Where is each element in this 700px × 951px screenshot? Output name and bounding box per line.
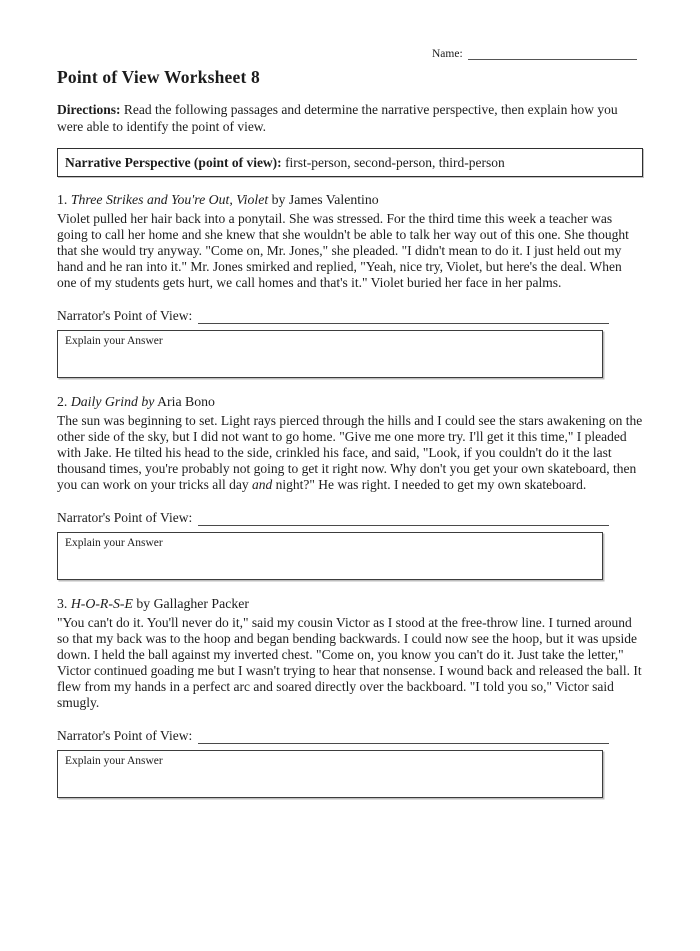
- passage-number: 2.: [57, 394, 68, 409]
- explain-answer-label: Explain your Answer: [65, 335, 163, 347]
- passage-text-segment: "You can't do it. You'll never do it," said my cousin Victor as I stood at the free-throw line. I turned around so that my back was to the hoop and began bending backwards. I could now see the hoop, but it was upside down. I held the ball against my inverted chest. "Come on, you know you can't do it. Just take the letter," Victor continued goading me but I wasn't trying to hear that nonsense. I wound back and released the ball. It flew from my hands in a perfect arc and soared directly over the backboard. "I told you so," Victor said smugly.: [57, 615, 642, 710]
- passage-text-segment: night?" He was right. I needed to get my own skateboard.: [272, 477, 587, 492]
- directions: [57, 101, 643, 135]
- pov-key-options: first-person, second-person, third-person: [285, 155, 505, 170]
- explain-answer-label: Explain your Answer: [65, 537, 163, 549]
- passage-author: by James Valentino: [271, 192, 379, 207]
- explain-answer-box-3[interactable]: [57, 750, 603, 798]
- narrator-pov-label: Narrator's Point of View:: [57, 728, 193, 743]
- passage-heading-1: [57, 191, 643, 208]
- passage-title: H-O-R-S-E: [70, 596, 133, 611]
- name-label: Name:: [432, 48, 463, 60]
- narrator-pov-blank-2[interactable]: [198, 511, 609, 526]
- passage-text-2: [57, 413, 643, 493]
- name-blank-line[interactable]: [468, 47, 637, 60]
- explain-answer-box-2[interactable]: [57, 532, 603, 580]
- directions-label: Directions:: [57, 102, 121, 117]
- passage-text-segment: The sun was beginning to set. Light rays pierced through the hills and I could see the stars awakening on the other side of the sky, but I did not want to go home. "Give me one more try. I'll get it this time," I pleaded with Jake. He tilted his head to the side, crinkled his face, and said, "Look, if you couldn't do it the last thousand times, you're probably not going to get it right now. Why don't you get your own skateboard, then you can work on your tricks all day: [57, 413, 643, 492]
- worksheet-page: [0, 45, 700, 951]
- explain-answer-label: Explain your Answer: [65, 755, 163, 767]
- passage-number: 1.: [57, 192, 68, 207]
- narrator-pov-blank-1[interactable]: [198, 309, 609, 324]
- pov-key-box: [57, 148, 643, 177]
- passage-text-segment: Violet pulled her hair back into a ponytail. She was stressed. For the third time this week a teacher was going to call her home and she knew that she wouldn't be able to talk her way out of this one. She thought that she would try anyway. "Come on, Mr. Jones," she pleaded. "I didn't mean to do it. I just held out my hand and he ran into it." Mr. Jones smirked and replied, "Yeah, nice try, Violet, but here's the deal. When one of my students gets hurt, we call homes and that's it." Violet buried her face in her palms.: [57, 211, 629, 290]
- directions-text: Read the following passages and determine the narrative perspective, then explain how you were able to identify the point of view.: [57, 102, 618, 134]
- passage-text-3: [57, 615, 643, 711]
- narrator-pov-row-1: [57, 306, 609, 324]
- passage-title: Daily Grind by: [70, 394, 155, 409]
- narrator-pov-label: Narrator's Point of View:: [57, 308, 193, 323]
- passage-heading-2: [57, 393, 643, 410]
- passage-number: 3.: [57, 596, 68, 611]
- passage-heading-3: [57, 595, 643, 612]
- narrator-pov-label: Narrator's Point of View:: [57, 510, 193, 525]
- passage-title: Three Strikes and You're Out, Violet: [70, 192, 269, 207]
- narrator-pov-row-3: [57, 726, 609, 744]
- passage-author: by Gallagher Packer: [136, 596, 249, 611]
- passage-text-1: [57, 211, 643, 291]
- narrator-pov-blank-3[interactable]: [198, 729, 609, 744]
- pov-key-label: Narrative Perspective (point of view):: [65, 155, 282, 170]
- name-row: [432, 45, 637, 60]
- page-title: Point of View Worksheet 8: [57, 67, 261, 87]
- passage-text-emphasis: and: [251, 477, 273, 492]
- narrator-pov-row-2: [57, 508, 609, 526]
- passage-author: Aria Bono: [157, 394, 215, 409]
- explain-answer-box-1[interactable]: [57, 330, 603, 378]
